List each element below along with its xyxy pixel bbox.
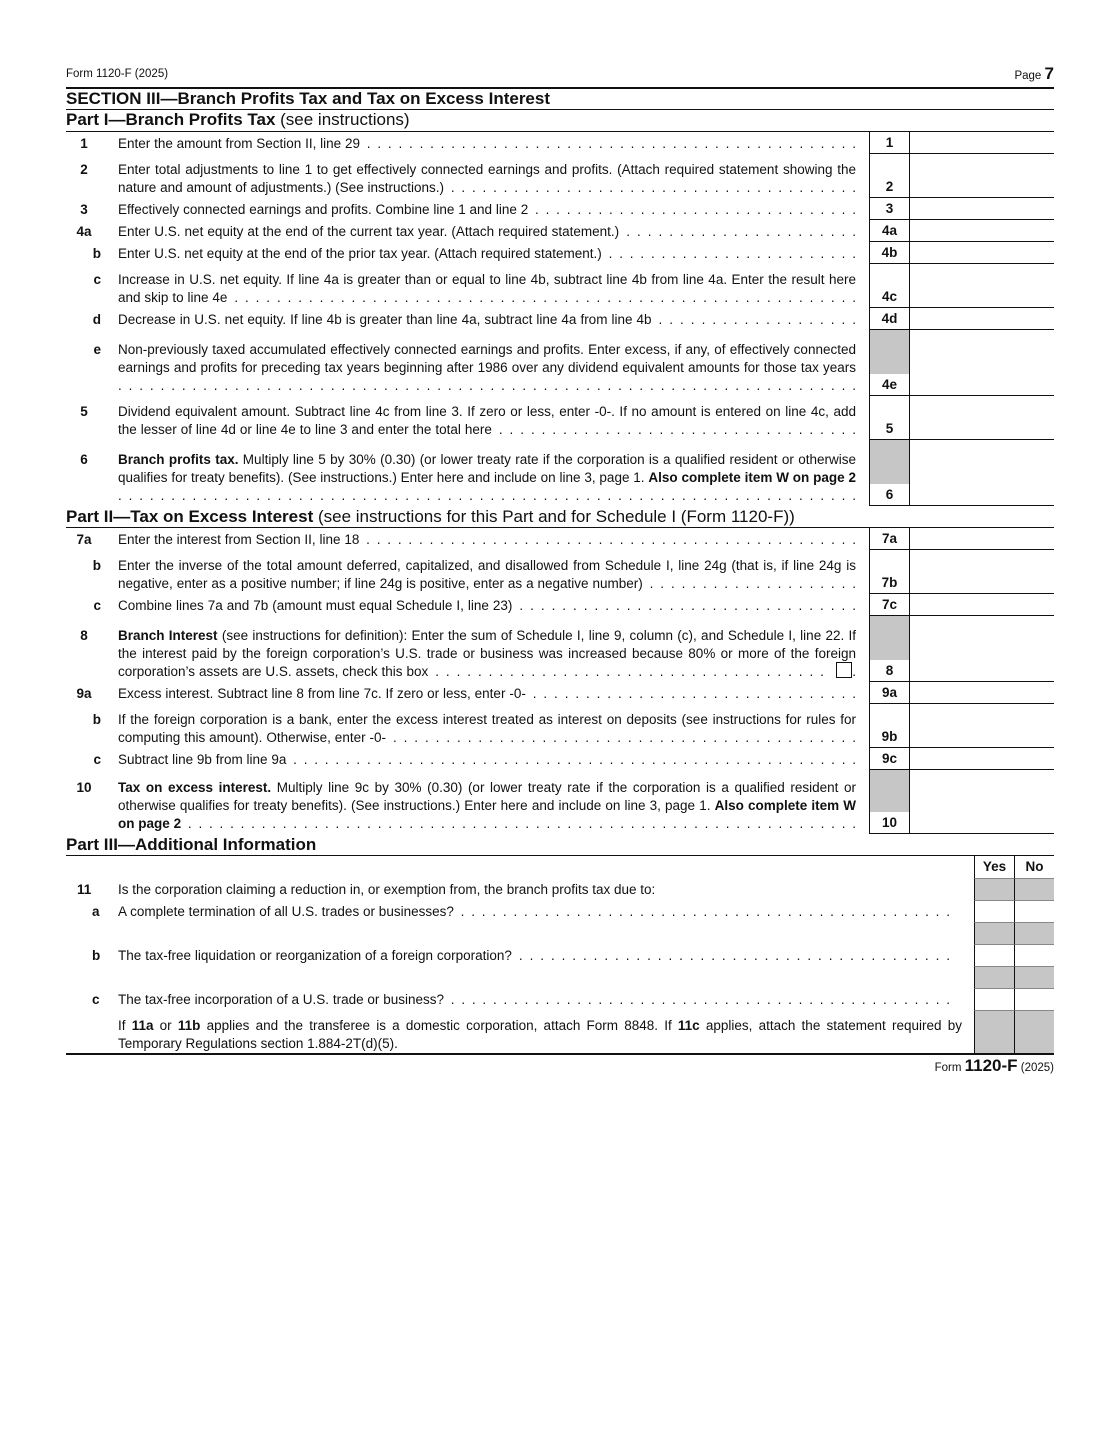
shaded-area [870,330,909,374]
line-box-number: 4a [881,223,898,238]
question-number: 11 [77,882,92,897]
line-box-label [869,704,909,748]
form-line-8 [0,616,1120,682]
text-segment: Enter U.S. net equity at the end of the prior tax year. (Attach required statement.) [118,246,602,261]
shaded-cell [974,878,1014,900]
line-number: 1 [80,136,88,151]
part2-subtitle: (see instructions for this Part and for Schedule I (Form 1120-F)) [313,507,795,526]
amount-input-9a[interactable] [909,682,1054,704]
form-line-5 [0,396,1120,440]
line-description [118,751,856,769]
shaded-area [870,616,909,660]
attachment-note [118,1017,962,1053]
part3-title: Part III—Additional Information [66,835,317,854]
text-segment: Enter total adjustments to line 1 to get effectively connected earnings and profits. (Attach required statement showing the nature and amount of adjustments.) (See instructions.) [118,162,856,195]
line-box-label [869,594,909,616]
line-box-label [869,440,909,506]
answer-no-11b[interactable] [1014,944,1054,966]
form-footer [935,1056,1054,1076]
text-segment: Enter U.S. net equity at the end of the current tax year. (Attach required statement.) [118,224,620,239]
shaded-area [870,770,909,812]
line-number: b [92,712,101,727]
answer-yes-11b[interactable] [974,944,1014,966]
question-text: Is the corporation claiming a reduction in, or exemption from, the branch profits tax due to: [118,882,656,897]
amount-input-4c[interactable] [909,264,1054,308]
form-line-4c [0,264,1120,308]
form-line-9c [0,748,1120,770]
line-number: 5 [80,404,88,419]
amount-input-4a[interactable] [909,220,1054,242]
text-segment: Also complete item W on page 2 [118,798,856,831]
line-box-number: 7a [881,531,898,546]
line-box-number: 9b [881,729,898,744]
line-box-number: 4e [881,377,898,392]
form-line-4d [0,308,1120,330]
text-segment: Also complete item W on page 2 [648,470,856,485]
text-segment: Tax on excess interest. [118,780,272,795]
part1-subtitle: (see instructions) [275,110,410,129]
text-segment: 11c [677,1018,700,1033]
line-box-number: 5 [885,421,894,436]
answer-yes-11c[interactable] [974,988,1014,1010]
form-line-4e [0,330,1120,396]
form-line-7b [0,550,1120,594]
line-box-label [869,396,909,440]
text-segment: Enter the amount from Section II, line 29 [118,136,360,151]
line-box-label [869,748,909,770]
amount-input-4b[interactable] [909,242,1054,264]
text-segment: Enter the interest from Section II, line 18 [118,532,360,547]
line-description [118,557,856,593]
divider [66,855,1054,856]
shaded-cell [1014,1010,1054,1054]
line-box-label [869,264,909,308]
line-description [118,403,856,439]
text-segment: Multiply line 5 by 30% (0.30) (or lower treaty rate if the corporation is a qualified resident or otherwise qualifies for treaty benefits). (See instructions.) Enter here and include on line 3, page 1. [118,452,856,485]
line-description [118,271,856,307]
line-number: b [92,558,101,573]
line-number: c [93,752,101,767]
part2-title: Part II—Tax on Excess Interest [66,507,314,526]
line-description [118,201,856,219]
line-box-label [869,132,909,154]
footer-prefix: Form [934,1062,965,1074]
form-header-label: Form 1120-F (2025) [66,68,169,80]
amount-input-1[interactable] [909,132,1054,154]
text-segment: Effectively connected earnings and profits. Combine line 1 and line 2 [118,202,529,217]
line-description [118,711,856,747]
text-segment: Decrease in U.S. net equity. If line 4b is greater than line 4a, subtract line 4a from line 4b [118,312,652,327]
line-number: c [93,598,101,613]
amount-input-6[interactable] [909,440,1054,506]
text-segment: applies, attach the statement required by Temporary Regulations section 1.884-2T(d)(5). [118,1018,962,1051]
line-number: 9a [76,686,92,701]
amount-input-3[interactable] [909,198,1054,220]
line-box-number: 9a [881,685,898,700]
part1-header [66,110,410,130]
text-segment: or [153,1018,178,1033]
amount-input-7c[interactable] [909,594,1054,616]
line-number: 2 [80,162,88,177]
line-description [118,135,856,153]
form-line-4b [0,242,1120,264]
line-number: d [92,312,101,327]
line-description [118,245,856,263]
line-box-number: 4b [881,245,898,260]
line-description [118,779,856,833]
amount-input-9c[interactable] [909,748,1054,770]
line-description [118,341,856,395]
text-segment: Combine lines 7a and 7b (amount must equal Schedule I, line 23) [118,598,513,613]
line-box-label [869,528,909,550]
text-segment: Dividend equivalent amount. Subtract line 4c from line 3. If zero or less, enter -0-. If no amount is entered on line 4c, add the lesser of line 4d or line 4e to line 3 and enter the total here [118,404,856,437]
line-description [118,161,856,197]
line-box-label [869,198,909,220]
footer-form-number: 1120-F [964,1056,1018,1075]
shaded-cell [1014,922,1054,944]
text-segment: Excess interest. Subtract line 8 from line 7c. If zero or less, enter -0- [118,686,526,701]
text-segment: Increase in U.S. net equity. If line 4a is greater than or equal to line 4b, subtract line 4b from line 4a. Enter the result here and skip to line 4e [118,272,856,305]
page-label: Page [1014,70,1042,82]
line-number: 4a [76,224,92,239]
text-segment: applies and the transferee is a domestic corporation, attach Form 8848. If [200,1018,678,1033]
amount-input-9b[interactable] [909,704,1054,748]
line-box-number: 7b [881,575,898,590]
line-description [118,223,856,241]
page-number-value: 7 [1044,64,1054,83]
shaded-cell [974,966,1014,988]
line-box-label [869,550,909,594]
text-segment: (see instructions for definition): Enter the sum of Schedule I, line 9, column (c), and Schedule I, line 22. If the interest paid by the foreign corporation’s U.S. trade or business was increased because 80% or more of the foreign corporation’s assets are U.S. assets, check this box [118,628,856,679]
line-box-number: 4c [881,289,898,304]
line-box-number: 9c [881,751,898,766]
line-box-label [869,242,909,264]
line-box-number: 1 [885,135,894,150]
line-box-number: 6 [885,487,894,502]
divider [66,1053,1054,1055]
line-description [118,531,856,549]
shaded-area [870,440,909,484]
checkbox-80-percent-us-assets[interactable] [836,662,852,678]
shaded-cell [974,922,1014,944]
line-description [118,627,856,681]
item-text: A complete termination of all U.S. trades or businesses? . . [118,903,950,921]
no-column-header: No [1014,856,1054,878]
line-number: 6 [80,452,88,467]
answer-yes-11a[interactable] [974,900,1014,922]
text-segment: Multiply line 9c by 30% (0.30) (or lower treaty rate if the corporation is a qualified resident or otherwise qualifies for treaty benefits). (See instructions.) Enter here and include on line 3, page 1. [118,780,856,813]
form-line-4a [0,220,1120,242]
line-box-label [869,220,909,242]
text-segment: Branch Interest [118,628,218,643]
shaded-cell [1014,878,1054,900]
form-line-10 [0,770,1120,834]
line-box-label [869,308,909,330]
text-segment: Branch profits tax. [118,452,239,467]
line-number: 3 [80,202,88,217]
text-segment: Non-previously taxed accumulated effectively connected earnings and profits. Enter excess, if any, of effectively connected earnings and profits for preceding tax years beginning after 1986 over any dividend equivalent amounts for those tax years [118,342,856,375]
shaded-cell [1014,966,1054,988]
form-line-9a [0,682,1120,704]
line-box-label [869,616,909,682]
form-line-3 [0,198,1120,220]
amount-input-10[interactable] [909,770,1054,834]
part2-header [66,507,795,527]
yes-column-header: Yes [974,856,1014,878]
shaded-cell [974,1010,1014,1054]
form-line-2 [0,154,1120,198]
line-number: 8 [80,628,88,643]
text-segment: 11b [177,1018,201,1033]
line-box-number: 3 [885,201,894,216]
item-letter: b [92,948,101,963]
line-number: b [92,246,101,261]
form-line-9b [0,704,1120,748]
part3-header [66,835,316,855]
line-number: 7a [76,532,92,547]
section-title: SECTION III—Branch Profits Tax and Tax on Excess Interest [66,89,551,108]
text-segment: Enter the inverse of the total amount deferred, capitalized, and disallowed from Schedule I, line 24g (that is, if line 24g is negative, enter as a positive number; if line 24g is positive, enter as a negative number) [118,558,856,591]
text-segment: If the foreign corporation is a bank, enter the excess interest treated as interest on deposits (see instructions for rules for computing this amount). Otherwise, enter -0- [118,712,856,745]
amount-input-2[interactable] [909,154,1054,198]
form-line-6 [0,440,1120,506]
amount-input-4e[interactable] [909,330,1054,396]
text-segment: 11a [131,1018,154,1033]
line-box-number: 2 [885,179,894,194]
item-text: The tax-free incorporation of a U.S. trade or business? . . [118,991,950,1009]
form-line-1 [0,132,1120,154]
answer-no-11c[interactable] [1014,988,1054,1010]
footer-year: (2025) [1017,1062,1054,1074]
amount-input-8[interactable] [909,616,1054,682]
amount-input-4d[interactable] [909,308,1054,330]
line-description [118,311,856,329]
amount-input-7a[interactable] [909,528,1054,550]
text-segment: If [118,1018,132,1033]
part1-title: Part I—Branch Profits Tax [66,110,276,129]
item-letter: a [92,904,100,919]
line-box-number: 8 [885,663,894,678]
answer-no-11a[interactable] [1014,900,1054,922]
item-letter: c [92,992,100,1007]
line-box-label [869,770,909,834]
line-description [118,451,856,505]
item-text: The tax-free liquidation or reorganization of a foreign corporation? . . [118,947,950,965]
line-box-number: 10 [881,815,898,830]
page-number [1014,64,1054,84]
line-number: c [93,272,101,287]
line-box-number: 7c [881,597,898,612]
line-number: e [93,342,101,357]
line-description [118,597,856,615]
line-box-label [869,154,909,198]
text-segment: Subtract line 9b from line 9a [118,752,287,767]
line-number: 10 [76,780,92,795]
line-box-label [869,330,909,396]
line-description [118,685,856,703]
form-line-7c [0,594,1120,616]
amount-input-5[interactable] [909,396,1054,440]
form-line-7a [0,528,1120,550]
amount-input-7b[interactable] [909,550,1054,594]
line-box-number: 4d [881,311,898,326]
line-box-label [869,682,909,704]
